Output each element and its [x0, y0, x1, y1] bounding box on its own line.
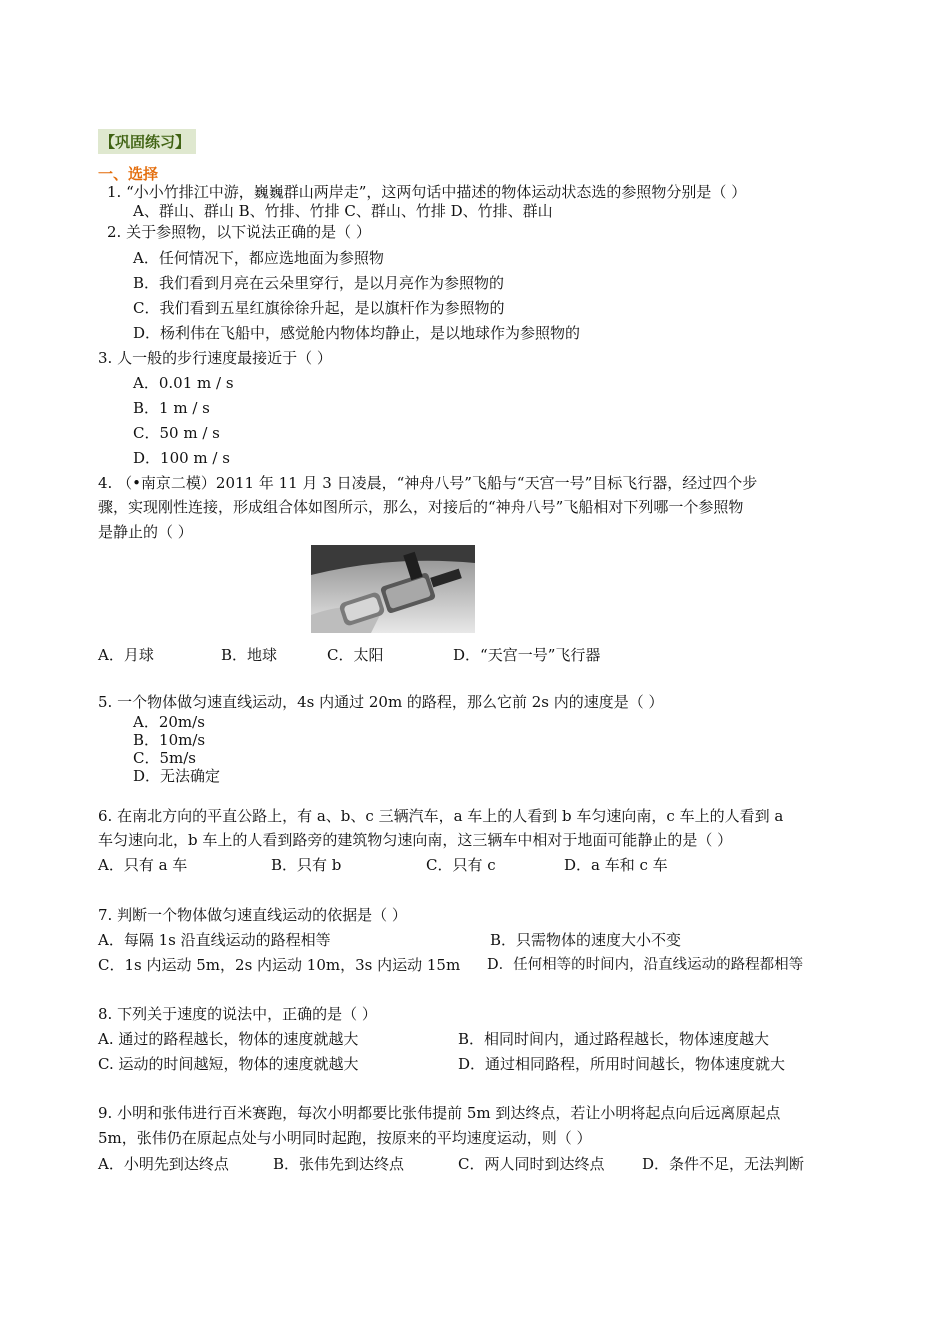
- q7-option-c: C．1s 内运动 5m，2s 内运动 10m，3s 内运动 15m: [98, 956, 461, 974]
- q2-stem: 2. 关于参照物，以下说法正确的是（ ）: [107, 223, 371, 241]
- q5-option-c: C．5m/s: [133, 749, 196, 767]
- q4-option-c: C．太阳: [327, 646, 384, 664]
- q1-options: A、群山、群山 B、竹排、竹排 C、群山、竹排 D、竹排、群山: [133, 202, 553, 220]
- subsection-title: 一、选择: [98, 165, 159, 183]
- q8-option-c: C. 运动的时间越短，物体的速度就越大: [98, 1055, 359, 1073]
- q6-option-c: C．只有 c: [426, 856, 496, 874]
- q4-stem-line-3: 是静止的（ ）: [98, 523, 193, 541]
- q6-option-b: B．只有 b: [271, 856, 342, 874]
- q7-option-d: D．任何相等的时间内，沿直线运动的路程都相等: [487, 957, 804, 973]
- q1-stem: 1. “小小竹排江中游，巍巍群山两岸走”，这两句话中描述的物体运动状态选的参照物分别是（ ）: [107, 183, 747, 201]
- q4-option-a: A．月球: [98, 646, 154, 664]
- q6-option-a: A．只有 a 车: [98, 856, 188, 874]
- q8-option-d: D．通过相同路程，所用时间越长，物体速度就大: [458, 1055, 786, 1073]
- q3-option-b: B．1 m / s: [133, 399, 210, 417]
- q4-option-d: D．“天宫一号”飞行器: [453, 646, 601, 664]
- q9-option-a: A．小明先到达终点: [98, 1155, 229, 1173]
- q9-option-b: B．张伟先到达终点: [273, 1155, 405, 1173]
- q6-option-d: D．a 车和 c 车: [564, 856, 668, 874]
- q7-option-a: A．每隔 1s 沿直线运动的路程相等: [98, 931, 331, 949]
- q9-option-c: C．两人同时到达终点: [458, 1155, 605, 1173]
- q4-option-b: B．地球: [221, 646, 278, 664]
- q2-option-d: D．杨利伟在飞船中，感觉舱内物体均静止，是以地球作为参照物的: [133, 324, 581, 342]
- q3-stem: 3. 人一般的步行速度最接近于（ ）: [98, 349, 332, 367]
- spacecraft-docking-photo-icon: [311, 545, 475, 633]
- q8-stem: 8. 下列关于速度的说法中，正确的是（ ）: [98, 1005, 377, 1023]
- q8-option-b: B．相同时间内，通过路程越长，物体速度越大: [458, 1030, 770, 1048]
- q2-option-a: A．任何情况下，都应选地面为参照物: [133, 249, 384, 267]
- q9-stem-line-1: 9. 小明和张伟进行百米赛跑，每次小明都要比张伟提前 5m 到达终点，若让小明将起点向后远离原起点: [98, 1104, 781, 1122]
- q2-option-c: C．我们看到五星红旗徐徐升起，是以旗杆作为参照物的: [133, 299, 505, 317]
- q5-option-d: D．无法确定: [133, 767, 221, 785]
- q5-stem: 5. 一个物体做匀速直线运动，4s 内通过 20m 的路程，那么它前 2s 内的速度是（ ）: [98, 693, 664, 711]
- section-title: 【巩固练习】: [98, 129, 196, 154]
- q4-stem-line-1: 4. （•南京二模）2011 年 11 月 3 日凌晨，“神舟八号”飞船与“天宫一号”目标飞行器，经过四个步: [98, 474, 758, 492]
- q6-stem-line-1: 6. 在南北方向的平直公路上，有 a、b、c 三辆汽车，a 车上的人看到 b 车匀速向南，c 车上的人看到 a: [98, 807, 784, 825]
- q7-stem: 7. 判断一个物体做匀速直线运动的依据是（ ）: [98, 906, 407, 924]
- q9-stem-line-2: 5m，张伟仍在原起点处与小明同时起跑，按原来的平均速度运动，则（ ）: [98, 1129, 592, 1147]
- q5-option-a: A．20m/s: [133, 713, 205, 731]
- q6-stem-line-2: 车匀速向北，b 车上的人看到路旁的建筑物匀速向南，这三辆车中相对于地面可能静止的是（ ）: [98, 831, 733, 849]
- q8-option-a: A. 通过的路程越长，物体的速度就越大: [98, 1030, 359, 1048]
- q3-option-a: A．0.01 m / s: [133, 374, 234, 392]
- q9-option-d: D．条件不足，无法判断: [642, 1155, 805, 1173]
- q4-stem-line-2: 骤，实现刚性连接，形成组合体如图所示，那么，对接后的“神舟八号”飞船相对下列哪一个参照物: [98, 498, 744, 516]
- q5-option-b: B．10m/s: [133, 731, 206, 749]
- q3-option-d: D．100 m / s: [133, 449, 230, 467]
- q3-option-c: C．50 m / s: [133, 424, 220, 442]
- q7-option-b: B．只需物体的速度大小不变: [490, 931, 682, 949]
- q2-option-b: B．我们看到月亮在云朵里穿行，是以月亮作为参照物的: [133, 274, 505, 292]
